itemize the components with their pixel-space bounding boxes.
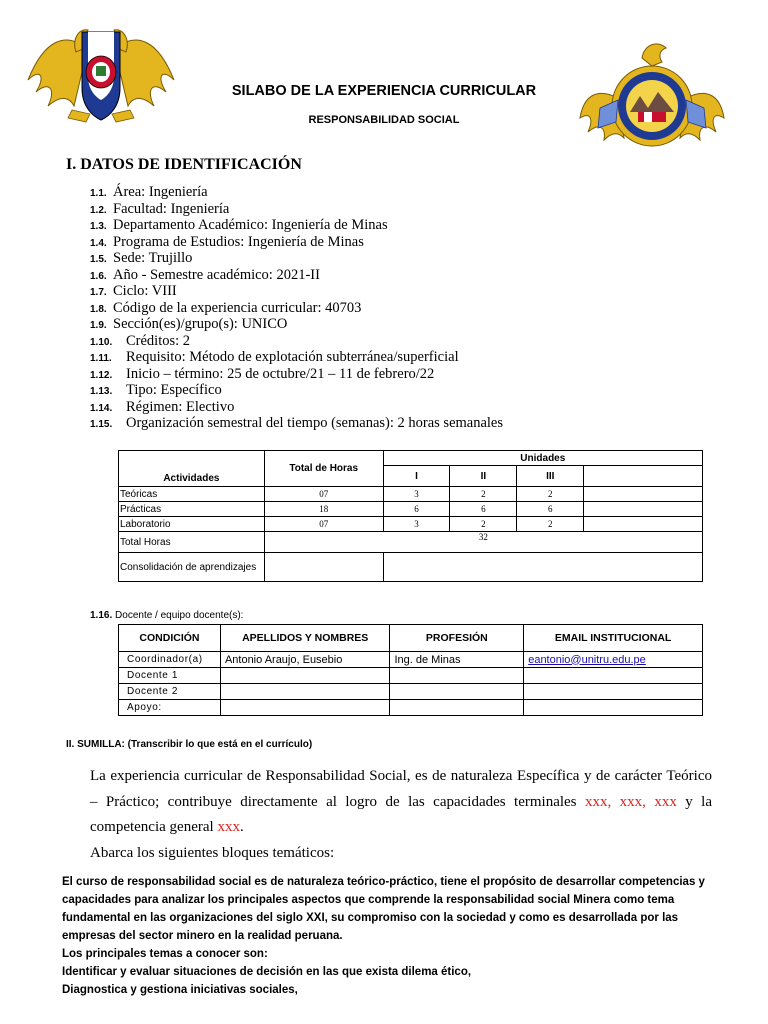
row-label: Teóricas	[119, 487, 265, 502]
cell-profesion	[390, 684, 524, 700]
col-header-actividades: Actividades	[119, 451, 265, 487]
tema-item: Diagnostica y gestiona iniciativas sociales,	[62, 984, 298, 996]
list-item: 1.9. Sección(es)/grupo(s): UNICO	[90, 316, 288, 332]
table-row-consolidacion	[119, 553, 703, 582]
table-row	[119, 684, 703, 700]
table-row	[119, 668, 703, 684]
cell-unit: 6	[517, 502, 584, 517]
col-header-unit-3: III	[517, 466, 584, 487]
cell-condicion: Coordinador(a)	[119, 652, 221, 668]
sumilla-bloques-intro: Abarca los siguientes bloques temáticos:	[90, 844, 335, 861]
empty-cell	[264, 553, 383, 582]
cell-total: 18	[264, 502, 383, 517]
document-subtitle: RESPONSABILIDAD SOCIAL	[308, 114, 460, 126]
table-row	[119, 700, 703, 716]
list-item: 1.4. Programa de Estudios: Ingeniería de Minas	[90, 233, 364, 250]
list-item: 1.5. Sede: Trujillo	[90, 250, 193, 266]
list-item: 1.13. Tipo: Específico	[90, 382, 222, 398]
docentes-table	[118, 624, 703, 716]
cell-nombre	[220, 700, 390, 716]
document-title: SILABO DE LA EXPERIENCIA CURRICULAR	[231, 83, 537, 99]
docentes-label: 1.16. Docente / equipo docente(s):	[90, 610, 244, 621]
cell-total-horas: 32	[264, 532, 702, 553]
row-label: Laboratorio	[119, 517, 265, 532]
cell-total: 07	[264, 487, 383, 502]
col-header-unit-2: II	[450, 466, 517, 487]
col-header-total-horas: Total de Horas	[264, 451, 383, 487]
empty-cell	[584, 517, 703, 532]
temas-intro: Los principales temas a conocer son:	[62, 948, 268, 960]
col-header-condicion: CONDICIÓN	[119, 625, 221, 652]
col-header-profesion: PROFESIÓN	[390, 625, 524, 652]
list-item: 1.10. Créditos: 2	[90, 332, 191, 349]
table-row-total	[119, 532, 703, 553]
sumilla-paragraph: La experiencia curricular de Responsabilidad Social, es de naturaleza Específica y de carácter Teórico – Práctico; contribuye directamente al logro de las capacidades terminales xxx, xxx, xxx y la competencia general xxx.	[90, 768, 712, 835]
table-row	[119, 502, 703, 517]
cell-unit: 3	[383, 487, 450, 502]
list-item: 1.15. Organización semestral del tiempo (semanas): 2 horas semanales	[90, 415, 504, 431]
course-description-paragraph: El curso de responsabilidad social es de naturaleza teórico-práctico, tiene el propósito de desarrollar competencias y capacidades para analizar los principales aspectos que comprende la responsabilidad social Minera como tema fundamental en las organizaciones del siglo XXI, su compromiso con la sociedad y como es desarrollada por las empresas del sector minero en la realidad peruana.	[62, 876, 705, 942]
cell-total: 07	[264, 517, 383, 532]
col-header-unit-1: I	[383, 466, 450, 487]
empty-cell	[584, 502, 703, 517]
empty-cell	[584, 487, 703, 502]
cell-unit: 2	[450, 487, 517, 502]
cell-unit: 2	[517, 487, 584, 502]
activities-table	[118, 450, 703, 582]
section-1-heading: I. DATOS DE IDENTIFICACIÓN	[66, 156, 302, 173]
cell-unit: 2	[517, 517, 584, 532]
cell-unit: 3	[383, 517, 450, 532]
cell-profesion: Ing. de Minas	[390, 652, 524, 668]
list-item: 1.14. Régimen: Electivo	[90, 398, 235, 415]
cell-profesion	[390, 668, 524, 684]
cell-email	[524, 700, 703, 716]
tema-item: Identificar y evaluar situaciones de decisión en las que exista dilema ético,	[62, 966, 472, 978]
cell-condicion: Docente 1	[119, 668, 221, 684]
table-row	[119, 487, 703, 502]
list-item: 1.12. Inicio – término: 25 de octubre/21 – 11 de febrero/22	[90, 365, 435, 382]
list-item: 1.3. Departamento Académico: Ingeniería de Minas	[90, 217, 388, 233]
university-logo-icon	[26, 10, 176, 130]
list-item: 1.1. Área: Ingeniería	[90, 184, 208, 200]
cell-nombre: Antonio Araujo, Eusebio	[220, 652, 390, 668]
table-row	[119, 652, 703, 668]
cell-unit: 6	[383, 502, 450, 517]
list-item: 1.2. Facultad: Ingeniería	[90, 200, 230, 217]
cell-email	[524, 668, 703, 684]
list-item: 1.6. Año - Semestre académico: 2021-II	[90, 266, 320, 283]
table-row	[119, 517, 703, 532]
col-header-nombres: APELLIDOS Y NOMBRES	[220, 625, 390, 652]
cell-email	[524, 684, 703, 700]
cell-unit: 2	[450, 517, 517, 532]
row-label: Prácticas	[119, 502, 265, 517]
section-2-heading: II. SUMILLA: (Transcribir lo que está en el currículo)	[66, 739, 313, 750]
course-description	[62, 873, 712, 999]
list-item: 1.7. Ciclo: VIII	[90, 283, 177, 299]
cell-condicion: Docente 2	[119, 684, 221, 700]
row-label-consolidacion: Consolidación de aprendizajes	[119, 553, 265, 582]
cell-unit: 6	[450, 502, 517, 517]
cell-profesion	[390, 700, 524, 716]
email-link[interactable]: eantonio@unitru.edu.pe	[528, 653, 646, 666]
cell-condicion: Apoyo:	[119, 700, 221, 716]
cell-email	[524, 652, 703, 668]
empty-cell	[383, 553, 702, 582]
list-item: 1.11. Requisito: Método de explotación subterránea/superficial	[90, 349, 459, 365]
col-header-unidades: Unidades	[383, 451, 702, 466]
sumilla-text	[90, 764, 712, 866]
row-label-total: Total Horas	[119, 532, 265, 553]
cell-nombre	[220, 668, 390, 684]
col-header-email: EMAIL INSTITUCIONAL	[524, 625, 703, 652]
empty-cell	[584, 466, 703, 487]
cell-nombre	[220, 684, 390, 700]
list-item: 1.8. Código de la experiencia curricular: 40703	[90, 299, 362, 316]
